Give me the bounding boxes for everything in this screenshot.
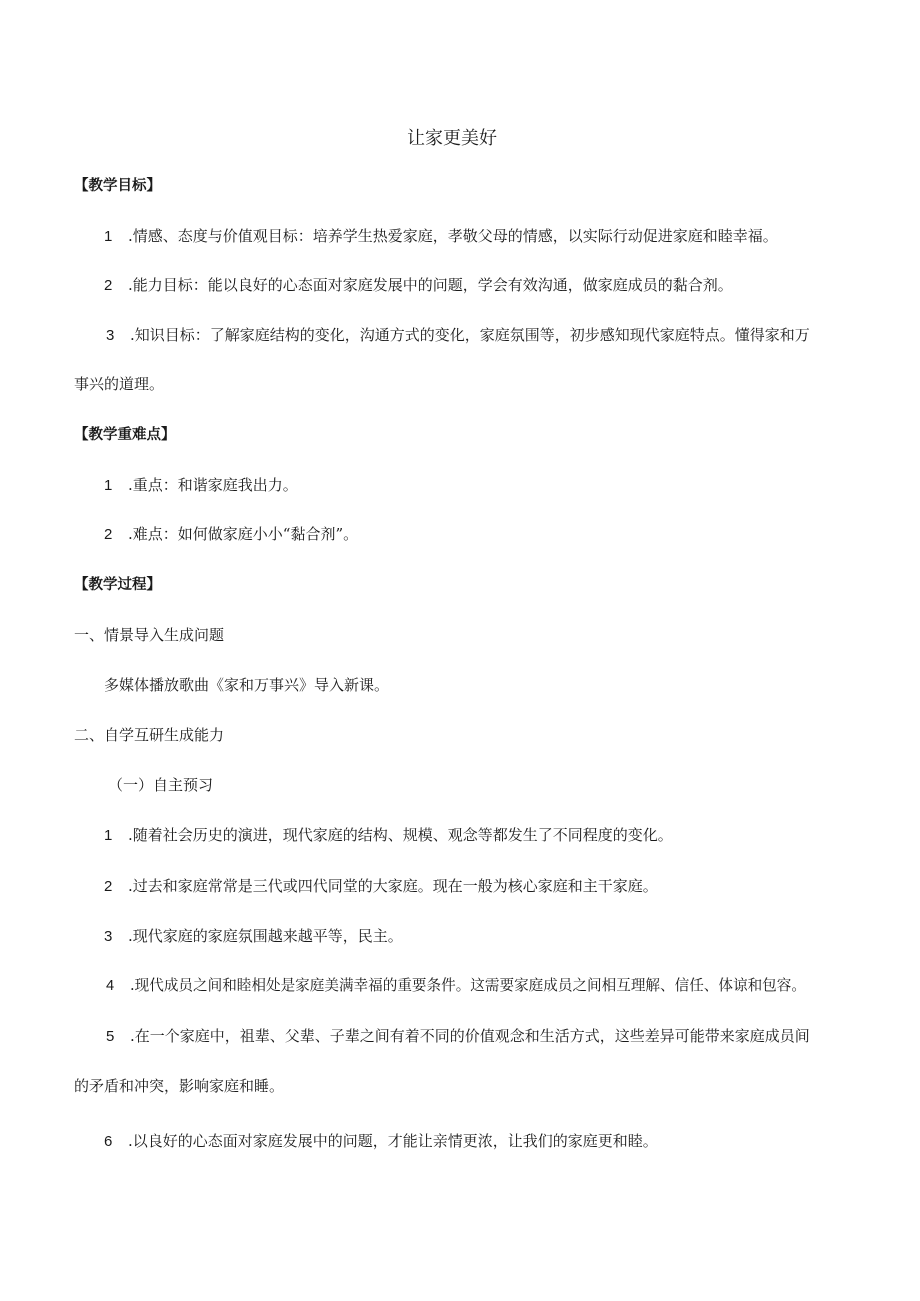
process-part1-heading: 一、情景导入生成问题: [74, 626, 225, 644]
item-number: 6: [104, 1133, 113, 1150]
item-text: .重点：和谐家庭我出力。: [128, 476, 298, 494]
process-part2-subheading: （一）自主预习: [108, 776, 214, 794]
section-heading-process: 【教学过程】: [74, 577, 161, 593]
item-number: 1: [104, 827, 113, 844]
preview-item-5-continuation: 的矛盾和冲突，影响家庭和睡。: [74, 1077, 285, 1095]
process-part1-text: 多媒体播放歌曲《家和万事兴》导入新课。: [104, 676, 390, 694]
item-text: .现代家庭的家庭氛围越来越平等，民主。: [128, 927, 403, 945]
item-number: 3: [106, 327, 115, 344]
item-number: 1: [104, 477, 113, 494]
objective-item-1: [104, 226, 778, 247]
item-text: .现代成员之间和睦相处是家庭美满幸福的重要条件。这需要家庭成员之间相互理解、信任、体谅和包容。: [130, 977, 806, 994]
document-title: 让家更美好: [407, 128, 497, 149]
item-number: 3: [104, 928, 113, 945]
item-text: .以良好的心态面对家庭发展中的问题，才能让亲情更浓，让我们的家庭更和睦。: [128, 1132, 658, 1150]
section-heading-objectives: 【教学目标】: [74, 178, 161, 194]
item-number: 4: [106, 978, 115, 994]
item-text: .过去和家庭常常是三代或四代同堂的大家庭。现在一般为核心家庭和主干家庭。: [128, 877, 658, 895]
item-number: 2: [104, 277, 113, 294]
item-number: 5: [106, 1028, 115, 1045]
item-text: .在一个家庭中，祖辈、父辈、子辈之间有着不同的价值观念和生活方式，这些差异可能带来家庭成员间: [130, 1027, 810, 1045]
objective-item-3: [106, 325, 810, 346]
item-text: .知识目标：了解家庭结构的变化，沟通方式的变化，家庭氛围等，初步感知现代家庭特点。懂得家和万: [130, 326, 810, 344]
item-text: .随着社会历史的演进，现代家庭的结构、规模、观念等都发生了不同程度的变化。: [128, 826, 673, 844]
key-point-item-1: [104, 475, 298, 496]
preview-item-6: [104, 1131, 658, 1152]
item-number: 1: [104, 228, 113, 245]
item-text: .情感、态度与价值观目标：培养学生热爱家庭，孝敬父母的情感，以实际行动促进家庭和睦幸福。: [128, 227, 778, 245]
objective-item-2: [104, 275, 733, 296]
preview-item-4: [106, 976, 806, 996]
key-point-item-2: [104, 524, 358, 545]
item-number: 2: [104, 878, 113, 895]
preview-item-2: [104, 876, 658, 897]
item-number: 2: [104, 526, 113, 543]
item-text: .难点：如何做家庭小小“黏合剂”。: [128, 525, 359, 543]
section-heading-key-points: 【教学重难点】: [74, 427, 176, 443]
process-part2-heading: 二、自学互研生成能力: [74, 726, 225, 744]
item-text: .能力目标：能以良好的心态面对家庭发展中的问题，学会有效沟通，做家庭成员的黏合剂。: [128, 276, 733, 294]
preview-item-5: [106, 1026, 810, 1047]
preview-item-1: [104, 825, 673, 846]
preview-item-3: [104, 926, 403, 947]
objective-item-3-continuation: 事兴的道理。: [74, 375, 165, 393]
